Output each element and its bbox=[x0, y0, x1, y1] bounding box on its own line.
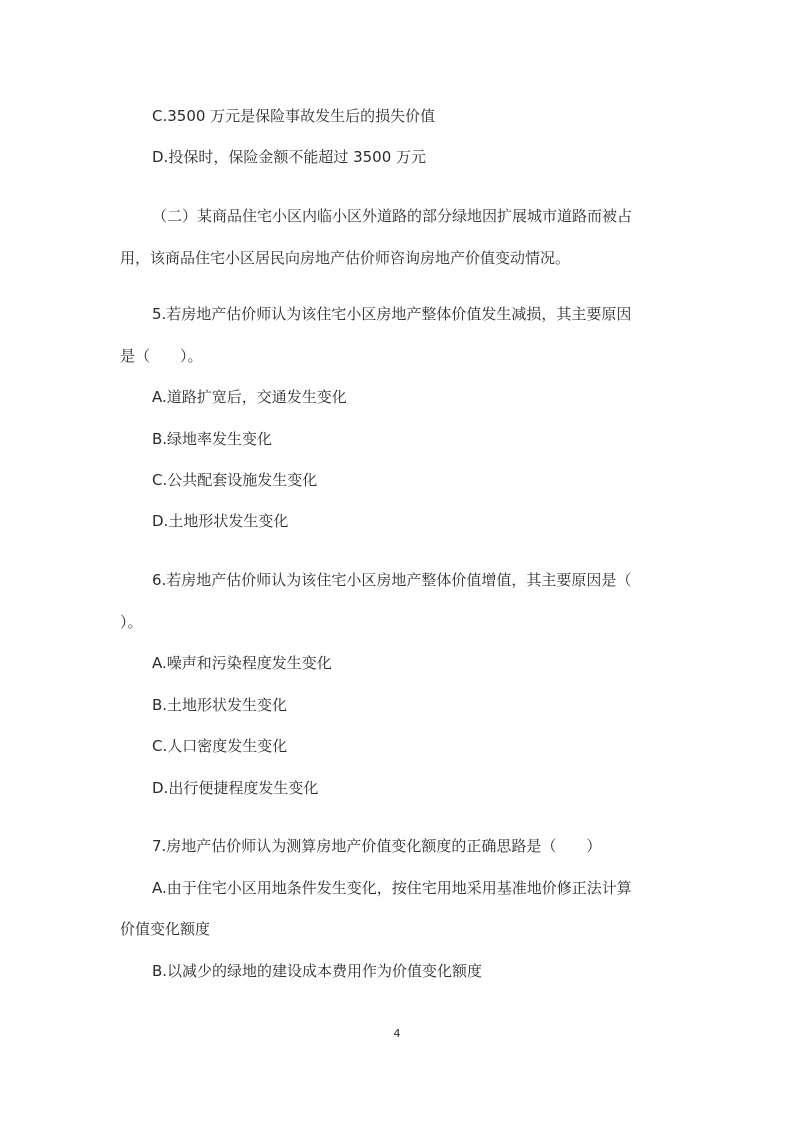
option-b-q5: B.绿地率发生变化 bbox=[152, 430, 273, 448]
option-d-q4: D.投保时，保险金额不能超过 3500 万元 bbox=[152, 148, 427, 166]
option-d-q5: D.土地形状发生变化 bbox=[152, 512, 289, 530]
case-two-intro-line1: （二）某商品住宅小区内临小区外道路的部分绿地因扩展城市道路而被占 bbox=[152, 207, 633, 225]
option-a-q5: A.道路扩宽后，交通发生变化 bbox=[152, 388, 347, 406]
question-6-line2: ）。 bbox=[120, 613, 143, 631]
option-c-q6: C.人口密度发生变化 bbox=[152, 737, 288, 755]
page-number: 4 bbox=[393, 1027, 401, 1040]
option-a-q6: A.噪声和污染程度发生变化 bbox=[152, 654, 332, 672]
option-c-q4: C.3500 万元是保险事故发生后的损失价值 bbox=[152, 107, 436, 125]
question-6-line1: 6.若房地产估价师认为该住宅小区房地产整体价值增值，其主要原因是（ bbox=[152, 571, 632, 589]
question-5-line1: 5.若房地产估价师认为该住宅小区房地产整体价值发生减损，其主要原因 bbox=[152, 305, 632, 323]
option-a-q7-line2: 价值变化额度 bbox=[120, 920, 211, 938]
option-b-q7: B.以减少的绿地的建设成本费用作为价值变化额度 bbox=[152, 962, 483, 980]
case-two-intro-line2: 用，该商品住宅小区居民向房地产估价师咨询房地产价值变动情况。 bbox=[120, 249, 571, 267]
option-b-q6: B.土地形状发生变化 bbox=[152, 696, 288, 714]
option-c-q5: C.公共配套设施发生变化 bbox=[152, 471, 318, 489]
question-7: 7.房地产估价师认为测算房地产价值变化额度的正确思路是（ ） bbox=[152, 837, 602, 855]
option-a-q7-line1: A.由于住宅小区用地条件发生变化，按住宅用地采用基准地价修正法计算 bbox=[152, 879, 632, 897]
question-5-line2: 是（ ）。 bbox=[120, 347, 203, 365]
option-d-q6: D.出行便捷程度发生变化 bbox=[152, 779, 319, 797]
